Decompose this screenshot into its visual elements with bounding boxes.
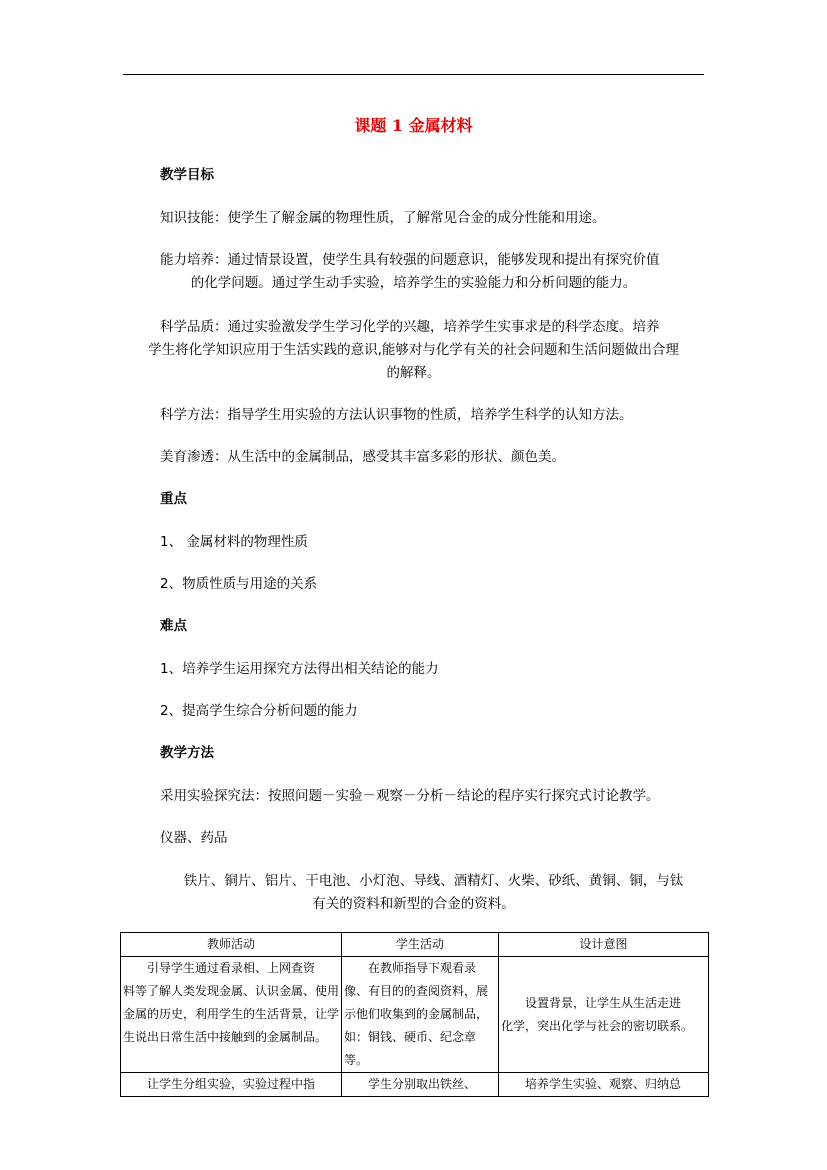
difficult-point-2: 2、提高学生综合分析问题的能力 [160,703,358,719]
table-row [121,957,709,1073]
equipment-line-2: 有关的资料和新型的合金的资料。 [312,896,515,912]
intent-text-2: 化学，突出化学与社会的密切联系。 [501,1018,694,1033]
science-line-1: 科学品质：通过实验激发学生学习化学的兴趣，培养学生实事求是的科学态度。培养 [160,319,660,335]
teacher-cell [121,957,342,1073]
ability-line-1: 能力培养：通过情景设置，使学生具有较强的问题意识，能够发现和提出有探究价值 [160,252,660,268]
header-rule [123,74,704,75]
difficult-heading: 难点 [160,618,187,634]
student-cell [342,1073,499,1097]
ability-line-2: 的化学问题。通过学生动手实验，培养学生的实验能力和分析问题的能力。 [190,275,637,291]
header-teacher: 教师活动 [121,933,342,957]
teaching-method-text: 采用实验探究法：按照问题－实验－观察－分析－结论的程序实行探究式讨论教学。 [160,788,660,804]
equipment-heading: 仪器、药品 [160,830,228,846]
student-text-1: 在教师指导下观看录 [368,961,477,975]
key-point-1: 1、 金属材料的物理性质 [160,534,308,550]
teacher-text-1: 引导学生通过看录相、上网查资 [147,961,316,975]
intent-text-1: 设置背景，让学生从生活走进 [525,995,682,1010]
header-intent: 设计意图 [499,933,709,957]
intent-cell [499,957,709,1073]
page-title: 课题 1 金属材料 [354,116,473,135]
science-line-3: 的解释。 [386,365,441,381]
key-point-2: 2、物质性质与用途的关系 [160,576,318,592]
header-student: 学生活动 [342,933,499,957]
table-row [121,1073,709,1097]
intent-text: 培养学生实验、观察、归纳总 [525,1077,682,1091]
student-text-4: 如：铜钱、硬币、纪念章等。 [344,1030,477,1067]
difficult-point-1: 1、培养学生运用探究方法得出相关结论的能力 [160,661,439,677]
student-cell [342,957,499,1073]
student-text: 学生分别取出铁丝、 [368,1077,477,1091]
teacher-cell [121,1073,342,1097]
intent-cell [499,1073,709,1097]
teacher-text-3: 金属的历史，利用学生的生活背景，让学 [123,1007,340,1021]
knowledge-skills: 知识技能：使学生了解金属的物理性质，了解常见合金的成分性能和用途。 [160,210,606,226]
teacher-text-2: 料等了解人类发现金属、认识金属、使用 [123,984,340,998]
student-text-2: 像、有目的的查阅资料，展 [344,984,489,998]
activity-table [120,932,709,1097]
student-text-3: 示他们收集到的金属制品， [344,1007,489,1021]
teacher-text-4: 生说出日常生活中接触到的金属制品。 [123,1030,328,1044]
key-heading: 重点 [160,491,187,507]
aesthetic-education: 美育渗透：从生活中的金属制品，感受其丰富多彩的形状、颜色美。 [160,449,565,465]
teaching-method-heading: 教学方法 [160,745,214,761]
equipment-line-1: 铁片、铜片、铝片、干电池、小灯泡、导线、酒精灯、火柴、砂纸、黄铜、铜，与钛 [183,873,684,889]
teacher-text: 让学生分组实验，实验过程中指 [147,1077,316,1091]
scientific-method: 科学方法：指导学生用实验的方法认识事物的性质，培养学生科学的认知方法。 [160,407,633,423]
science-line-2: 学生将化学知识应用于生活实践的意识,能够对与化学有关的社会问题和生活问题做出合理 [148,342,679,358]
table-header-row [121,933,709,957]
goals-heading: 教学目标 [160,167,214,183]
